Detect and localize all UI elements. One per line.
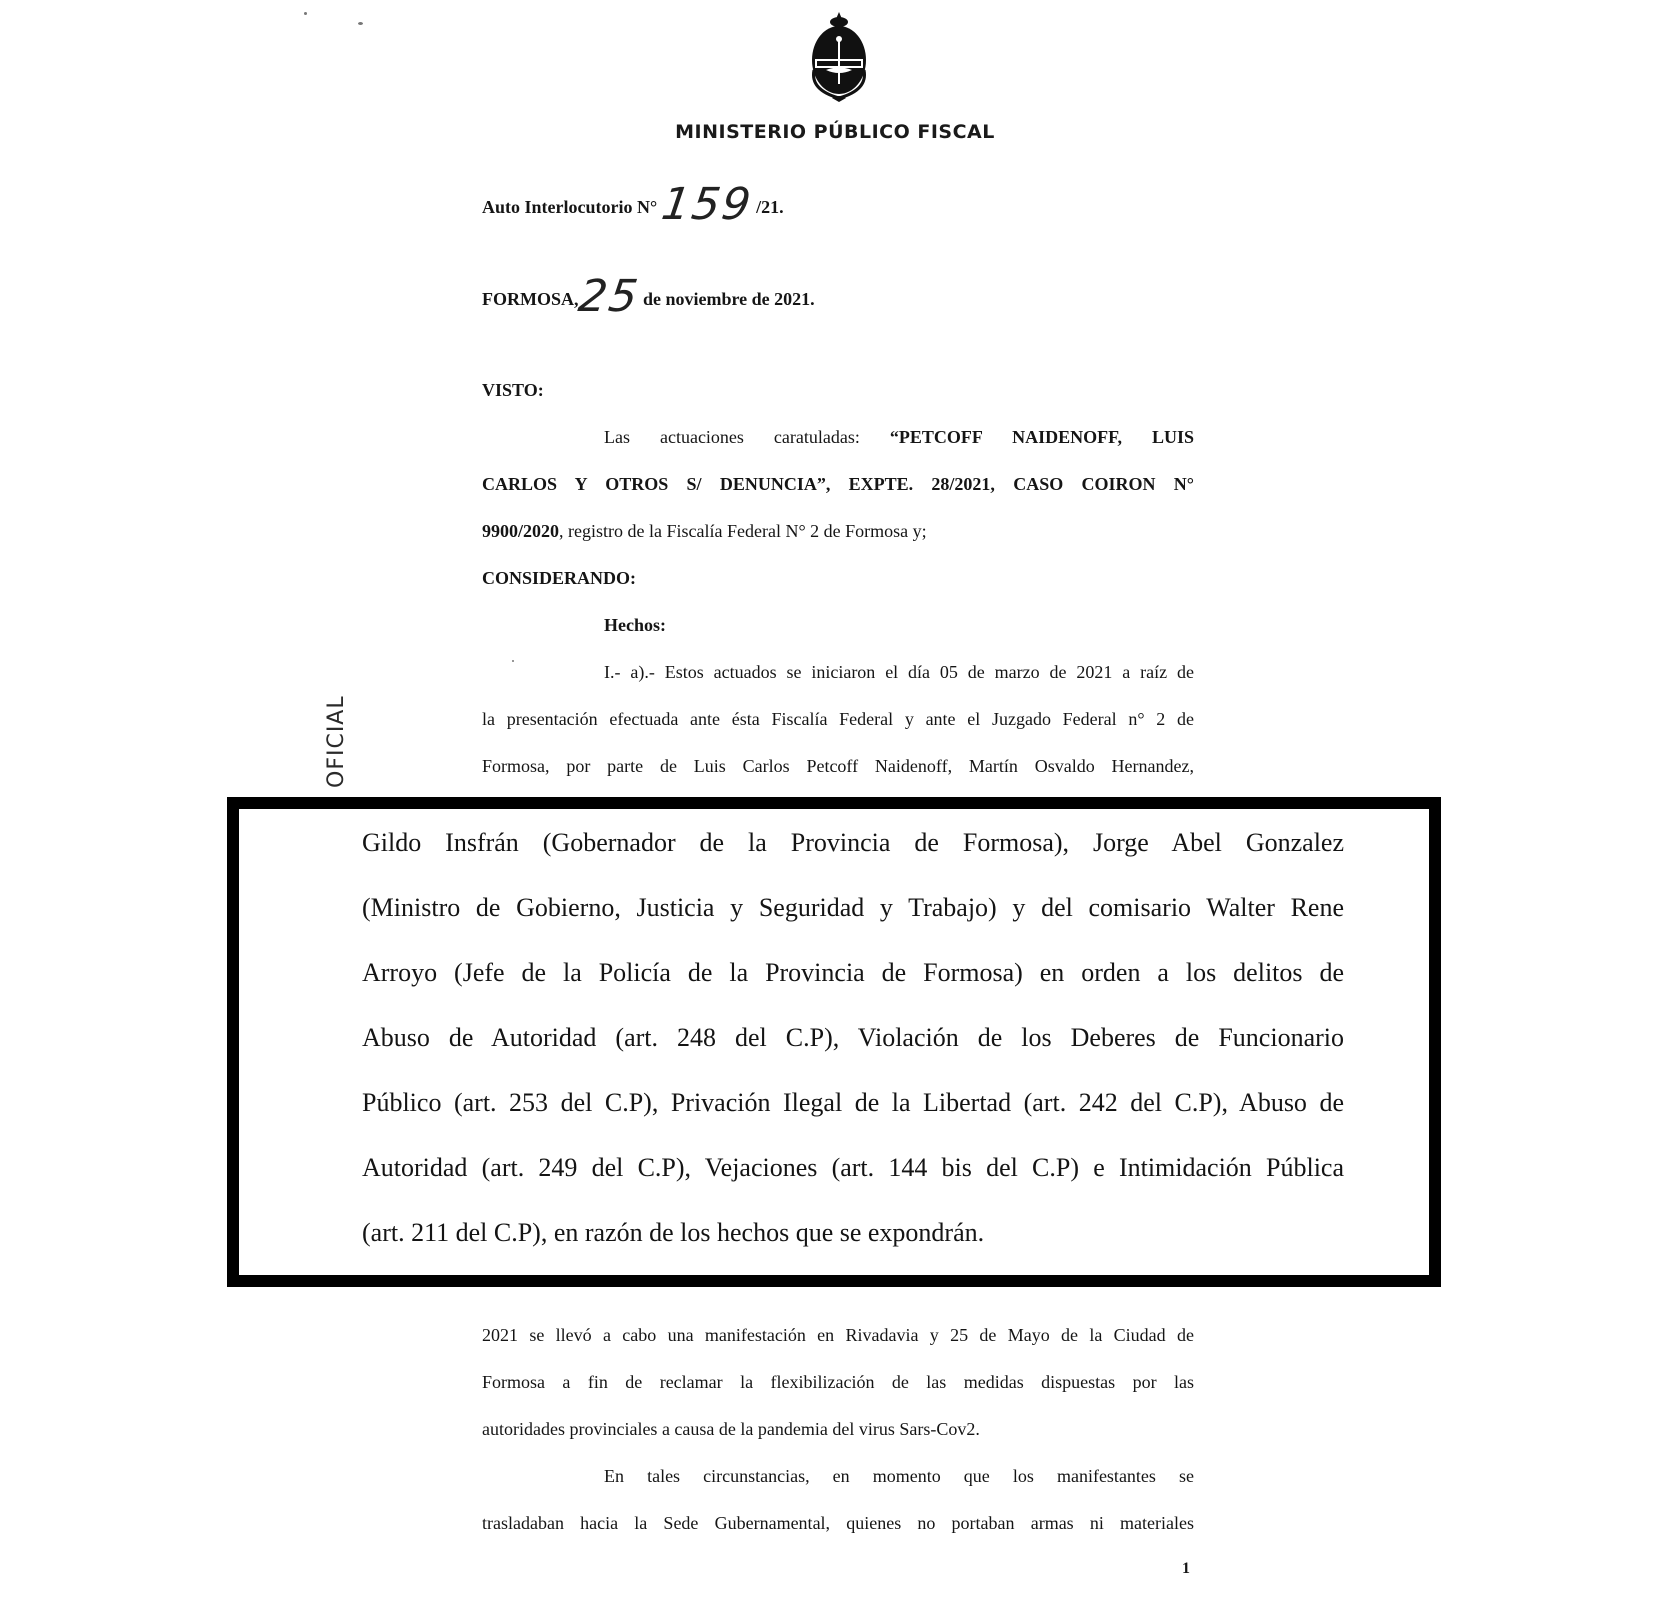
visto-line-1	[482, 426, 1194, 448]
highlight-zoom-box	[227, 797, 1441, 1287]
visto-line-2: CARLOS Y OTROS S/ DENUNCIA”, EXPTE. 28/2021, CASO COIRON N°	[482, 474, 1194, 494]
date-day-handwritten: 25	[574, 271, 643, 322]
zoom-line-2: (Ministro de Gobierno, Justicia y Seguridad y Trabajo) y del comisario Walter Rene	[362, 893, 1344, 922]
national-seal-icon	[806, 10, 872, 102]
zoom-line-5: Público (art. 253 del C.P), Privación Ilegal de la Libertad (art. 242 del C.P), Abuso de	[362, 1088, 1344, 1117]
paragraph-1-line-3: Formosa, por parte de Luis Carlos Petcoff Naidenoff, Martín Osvaldo Hernandez,	[482, 756, 1194, 776]
resolution-label: Auto Interlocutorio N°	[482, 197, 658, 217]
date-line	[482, 271, 1194, 322]
ministry-title: MINISTERIO PÚBLICO FISCAL	[675, 121, 995, 143]
hechos-subheading: Hechos:	[604, 615, 666, 635]
scan-speck	[512, 660, 514, 662]
oficial-stamp	[322, 695, 349, 790]
zoom-line-3: Arroyo (Jefe de la Policía de la Provincia de Formosa) en orden a los delitos de	[362, 958, 1344, 987]
visto-line-3-normal: , registro de la Fiscalía Federal N° 2 de Formosa y;	[559, 521, 927, 541]
oficial-stamp-text: OFICIAL	[324, 695, 349, 788]
visto-line-1-normal: Las actuaciones caratuladas:	[604, 427, 890, 447]
paragraph-3-line-2: trasladaban hacia la Sede Gubernamental, quienes no portaban armas ni materiales	[482, 1513, 1194, 1533]
zoom-line-4: Abuso de Autoridad (art. 248 del C.P), Violación de los Deberes de Funcionario	[362, 1023, 1344, 1052]
date-city: FORMOSA,	[482, 289, 579, 309]
date-rest: de noviembre de 2021.	[643, 289, 815, 309]
resolution-number-line	[482, 179, 1194, 230]
paragraph-2-line-2: Formosa a fin de reclamar la flexibilización de las medidas dispuestas por las	[482, 1372, 1194, 1392]
visto-line-1-bold: “PETCOFF NAIDENOFF, LUIS	[889, 427, 1195, 447]
resolution-year: /21.	[756, 197, 784, 217]
visto-heading: VISTO:	[482, 380, 544, 400]
paragraph-3-line-1: En tales circunstancias, en momento que los manifestantes se	[604, 1466, 1194, 1486]
paragraph-2-line-1: 2021 se llevó a cabo una manifestación en Rivadavia y 25 de Mayo de la Ciudad de	[482, 1325, 1194, 1345]
zoom-line-7: (art. 211 del C.P), en razón de los hechos que se expondrán.	[362, 1218, 985, 1247]
zoom-line-6: Autoridad (art. 249 del C.P), Vejaciones (art. 144 bis del C.P) e Intimidación Pública	[362, 1153, 1344, 1182]
paragraph-2-line-3: autoridades provinciales a causa de la pandemia del virus Sars-Cov2.	[482, 1419, 980, 1439]
visto-line-3-bold: 9900/2020	[482, 521, 560, 541]
scan-speck	[304, 12, 307, 15]
scan-speck	[358, 22, 363, 25]
zoom-line-1: Gildo Insfrán (Gobernador de la Provincia de Formosa), Jorge Abel Gonzalez	[362, 828, 1344, 857]
page-number: 1	[1182, 1560, 1190, 1577]
visto-line-3	[482, 520, 1194, 542]
considerando-heading: CONSIDERANDO:	[482, 568, 637, 588]
paragraph-1-line-2: la presentación efectuada ante ésta Fiscalía Federal y ante el Juzgado Federal n° 2 de	[482, 709, 1194, 729]
resolution-number-handwritten: 159	[658, 179, 756, 230]
paragraph-1-line-1: I.- a).- Estos actuados se iniciaron el día 05 de marzo de 2021 a raíz de	[604, 662, 1194, 682]
